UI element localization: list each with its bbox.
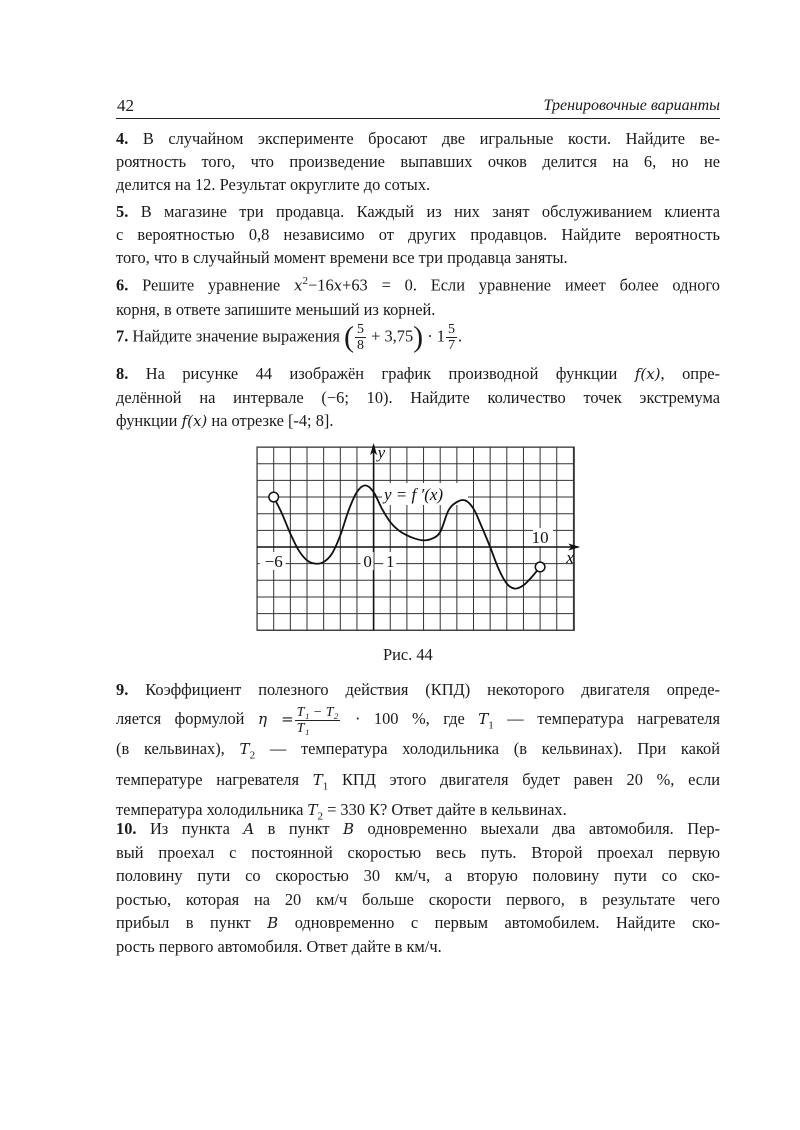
math-var: x <box>294 276 303 295</box>
denominator: 7 <box>448 338 455 353</box>
problem-text: = 330 К? Ответ дайте в кельвинах. <box>322 800 567 820</box>
figure-caption: Рис. 44 <box>383 645 433 664</box>
tick-label: −6 <box>264 552 283 571</box>
efficiency-fraction <box>295 705 341 736</box>
problem-9 <box>116 678 720 829</box>
problem-text: прибыл в пункт <box>116 912 268 932</box>
problem-text: с вероятностью 0,8 независимо от других продавцов. Найдите вероятность <box>116 225 720 245</box>
math-eta: η = <box>257 710 294 729</box>
tick-label: 1 <box>386 552 395 571</box>
problem-text: того, что в случайный момент времени все три продавца заняты. <box>116 248 568 268</box>
problem-text: , опре- <box>660 364 721 383</box>
tick-label: 0 <box>363 552 372 571</box>
problem-number: 10. <box>116 819 137 838</box>
problem-text: (в кельвинах), <box>116 739 240 759</box>
denominator: 8 <box>357 338 365 353</box>
problem-text: ростью, которая на 20 км/ч больше скорости первого, в результате чего <box>116 889 720 909</box>
problem-text: температура холодильника <box>116 800 308 820</box>
open-endpoint-end <box>535 562 545 572</box>
math-var: x <box>333 276 343 295</box>
problem-text: — температура нагревателя <box>493 709 720 729</box>
numerator: T₁ − T₂ <box>296 704 339 720</box>
page-number: 42 <box>117 96 134 115</box>
problem-number: 4. <box>116 129 129 148</box>
problem-text: делится на 12. Результат округлите до сотых. <box>116 175 431 195</box>
problem-text: · 100 %, где <box>341 709 479 729</box>
problem-text: . Если уравнение имеет более одного <box>412 275 720 295</box>
problem-text: На рисунке 44 изображён график производной функции <box>128 364 635 383</box>
problem-text: в пункт <box>254 819 343 838</box>
numerator: 5 <box>357 322 365 337</box>
tick-label: 10 <box>531 528 549 547</box>
problem-text: Коэффициент полезного действия (КПД) некоторого двигателя опреде- <box>128 680 720 699</box>
math-var: T <box>312 770 323 789</box>
math-text: . <box>458 326 463 346</box>
problem-text: роятность того, что произведение выпавших очков делится на 6, но не <box>116 152 720 172</box>
math-function: f(x) <box>181 412 208 431</box>
math-function: f(x) <box>634 365 661 383</box>
problem-text: рость первого автомобиля. Ответ дайте в км/ч. <box>116 937 442 957</box>
math-text: +63 = 0 <box>342 275 413 295</box>
problem-text: делённой на интервале (−6; 10). Найдите количество точек экстремума <box>116 388 720 408</box>
problem-text: вый проехал с постоянной скоростью весь путь. Второй проехал первую <box>116 843 720 863</box>
problem-number: 7. <box>116 326 129 346</box>
problem-text: ляется формулой <box>116 709 258 729</box>
math-text: + 3,75 <box>367 326 414 346</box>
math-subscript: 2 <box>317 810 323 823</box>
problem-number: 8. <box>116 364 129 383</box>
denominator: T₁ <box>296 720 310 736</box>
problem-text: корня, в ответе запишите меньший из корней. <box>116 299 436 319</box>
problem-text: функции <box>116 411 182 431</box>
math-point: B <box>267 913 279 932</box>
problem-text: на отрезке [-4; 8]. <box>207 411 334 431</box>
open-endpoint-start <box>269 492 279 502</box>
problem-number: 6. <box>116 275 129 295</box>
problem-text: Решите уравнение <box>128 275 295 295</box>
math-subscript: 2 <box>249 749 256 762</box>
problem-text: В магазине три продавца. Каждый из них занят обслуживанием клиента <box>128 202 720 221</box>
math-point: A <box>243 820 255 838</box>
math-var: T <box>239 740 250 759</box>
curve-label: y = f ′(x) <box>384 485 444 504</box>
problem-10 <box>116 817 720 958</box>
math-subscript: 1 <box>322 779 329 792</box>
problem-text: КПД этого двигателя будет равен 20 %, если <box>328 769 720 789</box>
problem-text: Из пункта <box>136 819 244 838</box>
running-title: Тренировочные варианты <box>543 97 720 114</box>
y-axis-label: y <box>377 443 386 463</box>
problem-number: 9. <box>116 680 129 699</box>
math-exponent: 2 <box>302 275 308 287</box>
problem-text: температуре нагревателя <box>116 769 313 789</box>
problem-text: одновременно выехали два автомобиля. Пер- <box>354 819 720 838</box>
math-point: B <box>343 820 355 838</box>
problem-text: — температура холодильника (в кельвинах). При какой <box>255 739 720 759</box>
math-text: · 1 <box>423 326 445 346</box>
math-subscript: 1 <box>488 719 494 732</box>
problem-text: половину пути со скоростью 30 км/ч, а вторую половину пути со ско- <box>116 866 720 886</box>
x-axis-label: x <box>566 548 574 567</box>
math-var: T <box>307 801 318 820</box>
problem-number: 5. <box>116 202 129 221</box>
math-text: −16 <box>308 275 334 295</box>
right-paren: ) <box>413 320 424 354</box>
numerator: 5 <box>448 322 455 337</box>
math-var: T <box>478 710 489 729</box>
left-paren: ( <box>344 320 355 354</box>
problem-text: одновременно с первым автомобилем. Найдите ско- <box>278 912 720 932</box>
problem-text: В случайном эксперименте бросают две игральные кости. Найдите ве- <box>128 129 720 148</box>
problem-text: Найдите значение выражения <box>128 326 345 346</box>
